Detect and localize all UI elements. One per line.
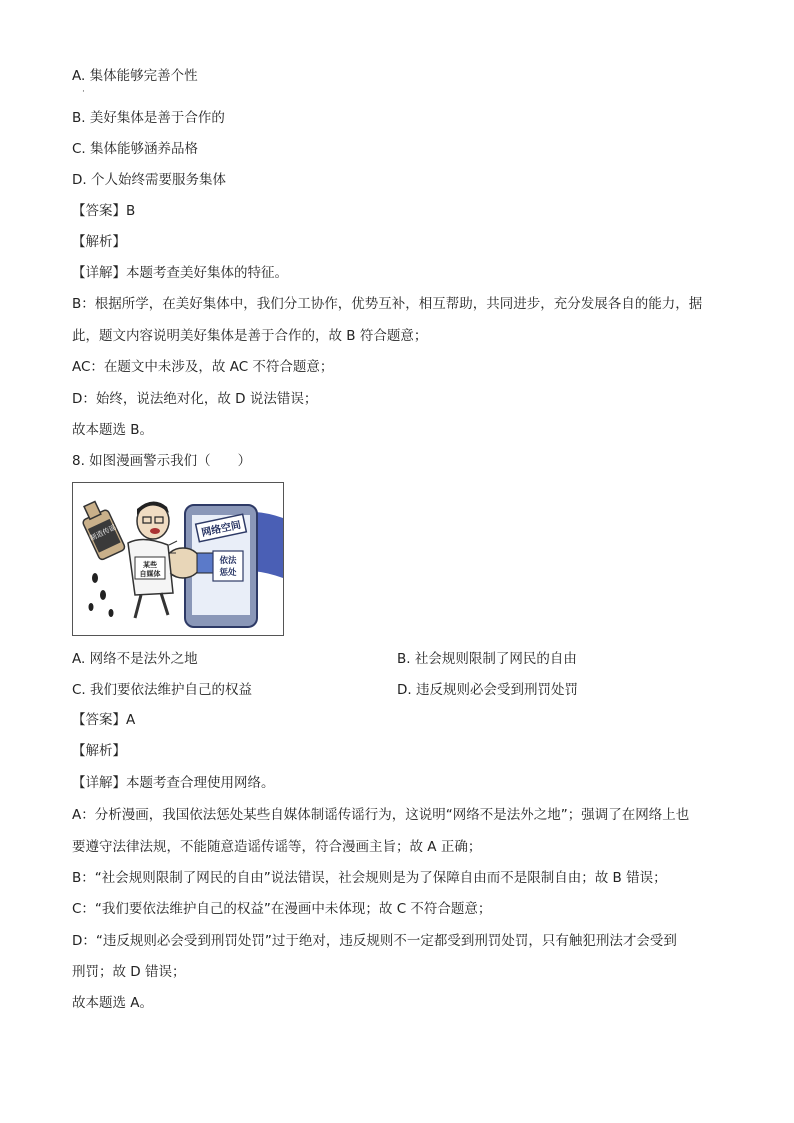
drip [92,573,98,583]
q7-option-b: B. 美好集体是善于合作的 [72,110,225,126]
q8-explanation-a-2: 要遵守法律法规，不能随意造谣传谣等，符合漫画主旨；故 A 正确； [72,839,482,855]
q7-explanation-ac: AC：在题文中未涉及，故 AC 不符合题意； [72,359,334,375]
person-mouth [150,528,160,534]
q8-explanation-c: C：“我们要依法维护自己的权益”在漫画中未体现；故 C 不符合题意； [72,901,492,917]
q7-explanation-d: D：始终，说法绝对化，故 D 说法错误； [72,391,318,407]
rumor-label: 制造传谣 [88,523,118,543]
q8-option-a: A. 网络不是法外之地 [72,651,198,667]
q7-option-d: D. 个人始终需要服务集体 [72,172,226,188]
q8-option-c: C. 我们要依法维护自己的权益 [72,682,253,698]
rumor-bottle [77,498,126,561]
cartoon-image [72,482,284,636]
q8-option-b: B. 社会规则限制了网民的自由 [397,651,577,667]
q7-explanation-b-1: B：根据所学，在美好集体中，我们分工协作，优势互补，相互帮助，共同进步，充分发展各自的能力，据 [72,296,703,312]
person-legs [135,593,168,618]
q8-detail: 【详解】本题考查合理使用网络。 [72,775,275,791]
cyberspace-label: 网络空间 [200,519,243,540]
punish-label-1: 依法 [219,556,237,566]
q7-answer: 【答案】B [72,203,136,219]
q7-option-c: C. 集体能够涵养品格 [72,141,199,157]
q8-option-d: D. 违反规则必会受到刑罚处罚 [397,682,578,698]
drip [100,590,106,600]
q8-explanation-d-2: 刑罚；故 D 错误； [72,964,186,980]
q7-detail: 【详解】本题考查美好集体的特征。 [72,265,288,281]
punish-label-2: 惩处 [219,568,237,578]
q8-analysis-heading: 【解析】 [72,743,126,759]
q8-explanation-d-1: D：“违反规则必会受到刑罚处罚”过于绝对，违反规则不一定都受到刑罚处罚，只有触犯刑法才会受到 [72,933,677,949]
q8-explanation-b: B：“社会规则限制了网民的自由”说法错误，社会规则是为了保障自由而不是限制自由；故 B 错误； [72,870,667,886]
q8-conclusion: 故本题选 A。 [72,995,154,1011]
drip [109,609,114,617]
stray-dot: · [82,87,85,97]
q8-answer: 【答案】A [72,712,136,728]
q8-explanation-a-1: A：分析漫画，我国依法惩处某些自媒体制谣传谣行为，这说明“网络不是法外之地”；强调了在网络上也 [72,807,690,823]
q7-analysis-heading: 【解析】 [72,234,126,250]
media-label-2: 自媒体 [139,570,161,578]
drip [89,603,94,611]
q7-conclusion: 故本题选 B。 [72,422,154,438]
q7-explanation-b-2: 此，题文内容说明美好集体是善于合作的，故 B 符合题意； [72,328,428,344]
media-label-1: 某些 [143,561,157,569]
q7-option-a: A. 集体能够完善个性 [72,68,198,84]
q8-stem: 8. 如图漫画警示我们（ ） [72,453,252,469]
